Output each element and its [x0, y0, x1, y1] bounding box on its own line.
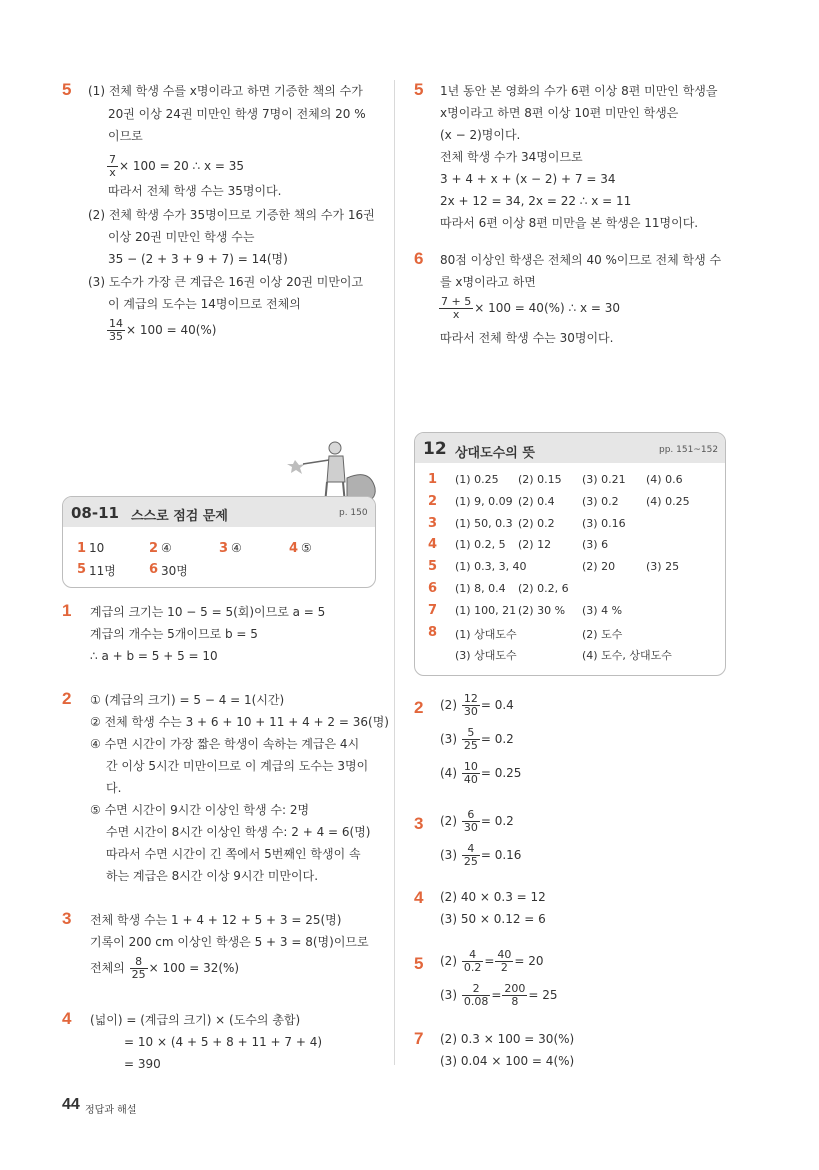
equation-line: (3) $\frac{5}{25}$ = 0.2: [440, 726, 514, 752]
answer-cell: (1) 0.25: [455, 473, 499, 486]
fraction: $\frac{4}{25}$: [463, 842, 478, 868]
problem-number: 5: [414, 80, 424, 99]
fraction: $\frac{7}{x}$: [109, 153, 116, 179]
text-line: 다.: [106, 781, 122, 795]
answer-cell: (3) 0.2: [582, 494, 619, 508]
row-number: 4: [428, 537, 438, 553]
text-line: (3) 0.04 × 100 = 4(%): [440, 1054, 575, 1068]
answer-number: 5: [77, 562, 87, 577]
text-line: 전체 학생 수는 1 + 4 + 12 + 5 + 3 = 25(명): [90, 913, 342, 927]
column-divider: [394, 80, 395, 1065]
equation-line: $\frac{7 + 5}{x}$ × 100 = 40(%) ∴ x = 30: [441, 295, 621, 321]
text-line: 2x + 12 = 34, 2x = 22 ∴ x = 11: [440, 194, 632, 208]
text-line: 35 − (2 + 3 + 9 + 7) = 14(명): [108, 252, 288, 266]
fraction: $\frac{2}{0.08}$: [463, 982, 489, 1008]
text-line: 3 + 4 + x + (x − 2) + 7 = 34: [440, 172, 616, 186]
problem-number: 4: [414, 888, 424, 907]
answer-cell: (2) 20: [582, 560, 616, 574]
text-line: 계급의 크기는 10 − 5 = 5(회)이므로 a = 5: [90, 605, 326, 619]
fraction: $\frac{5}{25}$: [463, 726, 478, 752]
text-line: = 10 × (4 + 5 + 8 + 11 + 7 + 4): [124, 1035, 323, 1049]
answer-cell: (3) 0.21: [582, 473, 626, 486]
text-line: (3) 도수가 가장 큰 계급은 16권 이상 20권 미만이고: [88, 275, 364, 289]
text-line: 1년 동안 본 영화의 수가 6편 이상 8편 미만인 학생을: [440, 84, 718, 98]
text-line: = 390: [124, 1057, 161, 1071]
row-number: 2: [428, 493, 438, 509]
row-number: 8: [428, 624, 438, 640]
text-line: 이상 20권 미만인 학생 수는: [108, 230, 255, 244]
box-page-ref: pp. 151~152: [659, 445, 719, 455]
answer-value: 30명: [161, 564, 188, 578]
answer-cell: (2) 도수: [582, 627, 623, 641]
text-line: (2) 전체 학생 수가 35명이므로 기증한 책의 수가 16권: [88, 208, 375, 222]
answer-cell: (3) 0.16: [582, 516, 626, 530]
fraction: $\frac{7 + 5}{x}$: [441, 295, 472, 321]
fraction: $\frac{12}{30}$: [463, 692, 478, 718]
answer-cell: (1) 0.2, 5: [455, 538, 506, 552]
text-line: (2) 40 × 0.3 = 12: [440, 890, 546, 904]
problem-number: 7: [414, 1029, 424, 1048]
text-line: 따라서 전체 학생 수는 30명이다.: [440, 331, 614, 345]
text-line: ① (계급의 크기) = 5 − 4 = 1(시간): [90, 693, 285, 707]
row-number: 1: [428, 472, 438, 487]
text-line: 를 x명이라고 하면: [440, 275, 536, 289]
text-line: 따라서 수면 시간이 긴 쪽에서 5번째인 학생이 속: [106, 847, 361, 861]
equation-line: $\frac{7}{x}$ × 100 = 20 ∴ x = 35: [109, 153, 245, 179]
answer-value: ⑤: [301, 541, 312, 555]
answer-cell: (1) 상대도수: [455, 627, 517, 641]
box-section-number: 12: [423, 439, 447, 459]
answer-number: 2: [149, 541, 159, 556]
fraction: $\frac{40}{2}$: [497, 948, 512, 974]
box-page-ref: p. 150: [339, 508, 368, 518]
problem-number: 5: [62, 80, 72, 99]
problem-number: 3: [414, 814, 424, 833]
text-line: 80점 이상인 학생은 전체의 40 %이므로 전체 학생 수: [440, 253, 722, 267]
problem-number: 5: [414, 954, 424, 973]
box-section-number: 08-11: [71, 504, 119, 522]
answer-number: 4: [289, 541, 299, 556]
answer-summary-box: [62, 496, 376, 588]
footer-label: 정답과 해설: [85, 1105, 137, 1116]
answer-cell: (4) 0.6: [646, 473, 683, 486]
answer-cell: (4) 0.25: [646, 494, 690, 508]
text-line: ② 전체 학생 수는 3 + 6 + 10 + 11 + 4 + 2 = 36(명): [90, 715, 389, 729]
equation-line: $\frac{14}{35}$ × 100 = 40(%): [109, 317, 217, 343]
problem-number: 2: [414, 698, 424, 717]
text-line: 기록이 200 cm 이상인 학생은 5 + 3 = 8(명)이므로: [90, 935, 369, 949]
answer-number: 3: [219, 541, 229, 556]
problem-number: 6: [414, 249, 424, 268]
text-line: 수면 시간이 8시간 이상인 학생 수: 2 + 4 = 6(명): [106, 825, 371, 839]
text-line: (2) 0.3 × 100 = 30(%): [440, 1032, 575, 1046]
answer-cell: (1) 100, 21: [455, 603, 517, 617]
problem-number: 2: [62, 689, 72, 708]
text-line: 전체 학생 수가 34명이므로: [440, 150, 583, 164]
answer-cell: (4) 도수, 상대도수: [582, 649, 672, 663]
problem-number: 1: [62, 601, 72, 620]
row-number: 6: [428, 581, 438, 596]
fraction: $\frac{10}{40}$: [463, 760, 478, 786]
answer-value: 11명: [89, 564, 116, 578]
answer-value: ④: [161, 541, 172, 555]
answer-cell: (1) 9, 0.09: [455, 494, 513, 508]
answer-cell: (2) 12: [518, 538, 552, 552]
answer-cell: (2) 30 %: [518, 603, 566, 617]
text-line: 계급의 개수는 5개이므로 b = 5: [90, 627, 258, 641]
text-line: (x − 2)명이다.: [440, 128, 521, 142]
fraction: $\frac{6}{30}$: [463, 808, 478, 834]
answer-cell: (3) 25: [646, 560, 680, 574]
text-line: 이 계급의 도수는 14명이므로 전체의: [108, 297, 301, 311]
text-line: 하는 계급은 8시간 이상 9시간 미만이다.: [106, 869, 319, 883]
fraction: $\frac{14}{35}$: [109, 317, 123, 343]
answer-cell: (3) 6: [582, 538, 609, 552]
equation-line: (3) $\frac{2}{0.08}$ = $\frac{200}{8}$ = 25: [440, 982, 558, 1008]
text-line: (넓이) = (계급의 크기) × (도수의 총합): [90, 1013, 301, 1027]
answer-cell: (3) 상대도수: [455, 649, 517, 663]
equation-line: (2) $\frac{4}{0.2}$ = $\frac{40}{2}$ = 20: [440, 948, 544, 974]
text-line: 따라서 전체 학생 수는 35명이다.: [108, 184, 282, 198]
text-line: ④ 수면 시간이 가장 짧은 학생이 속하는 계급은 4시: [90, 737, 360, 751]
answer-value: ④: [231, 541, 242, 555]
fraction: $\frac{200}{8}$: [504, 982, 526, 1008]
text-line: x명이라고 하면 8편 이상 10편 미만인 학생은: [440, 106, 679, 120]
text-line: 따라서 6편 이상 8편 미만을 본 학생은 11명이다.: [440, 216, 699, 230]
answer-cell: (1) 50, 0.3: [455, 516, 513, 530]
text-line: 간 이상 5시간 미만이므로 이 계급의 도수는 3명이: [106, 759, 369, 773]
equation-line: 전체의 $\frac{8}{25}$ × 100 = 32(%): [90, 955, 240, 981]
problem-number: 4: [62, 1009, 72, 1028]
fraction: $\frac{8}{25}$: [131, 955, 146, 981]
equation-line: (4) $\frac{10}{40}$ = 0.25: [440, 760, 522, 786]
text-line: 이므로: [108, 129, 143, 143]
equation-line: (3) $\frac{4}{25}$ = 0.16: [440, 842, 522, 868]
answer-cell: (3) 4 %: [582, 603, 623, 617]
row-number: 3: [428, 515, 438, 531]
box-title: 상대도수의 뜻: [455, 446, 535, 461]
answer-cell: (2) 0.4: [518, 494, 555, 508]
answer-cell: (1) 8, 0.4: [455, 582, 506, 595]
box-title: 스스로 점검 문제: [131, 509, 228, 524]
page-number: 44: [62, 1096, 80, 1113]
text-line: ∴ a + b = 5 + 5 = 10: [90, 649, 218, 663]
row-number: 5: [428, 559, 438, 575]
text-line: ⑤ 수면 시간이 9시간 이상인 학생 수: 2명: [90, 803, 310, 817]
answer-value: 10: [89, 541, 105, 555]
answer-number: 1: [77, 541, 87, 556]
equation-line: (2) $\frac{6}{30}$ = 0.2: [440, 808, 514, 834]
answer-cell: (1) 0.3, 3, 40: [455, 560, 527, 574]
answer-cell: (2) 0.2: [518, 516, 555, 530]
text-line: (3) 50 × 0.12 = 6: [440, 912, 546, 926]
fraction: $\frac{4}{0.2}$: [463, 948, 482, 974]
text-line: 20권 이상 24권 미만인 학생 7명이 전체의 20 %: [108, 107, 366, 121]
answer-number: 6: [149, 562, 159, 577]
problem-number: 3: [62, 909, 72, 928]
answer-cell: (2) 0.2, 6: [518, 582, 569, 595]
equation-line: (2) $\frac{12}{30}$ = 0.4: [440, 692, 514, 718]
row-number: 7: [428, 602, 438, 618]
text-line: (1) 전체 학생 수를 x명이라고 하면 기증한 책의 수가: [88, 84, 363, 98]
answer-cell: (2) 0.15: [518, 473, 562, 486]
